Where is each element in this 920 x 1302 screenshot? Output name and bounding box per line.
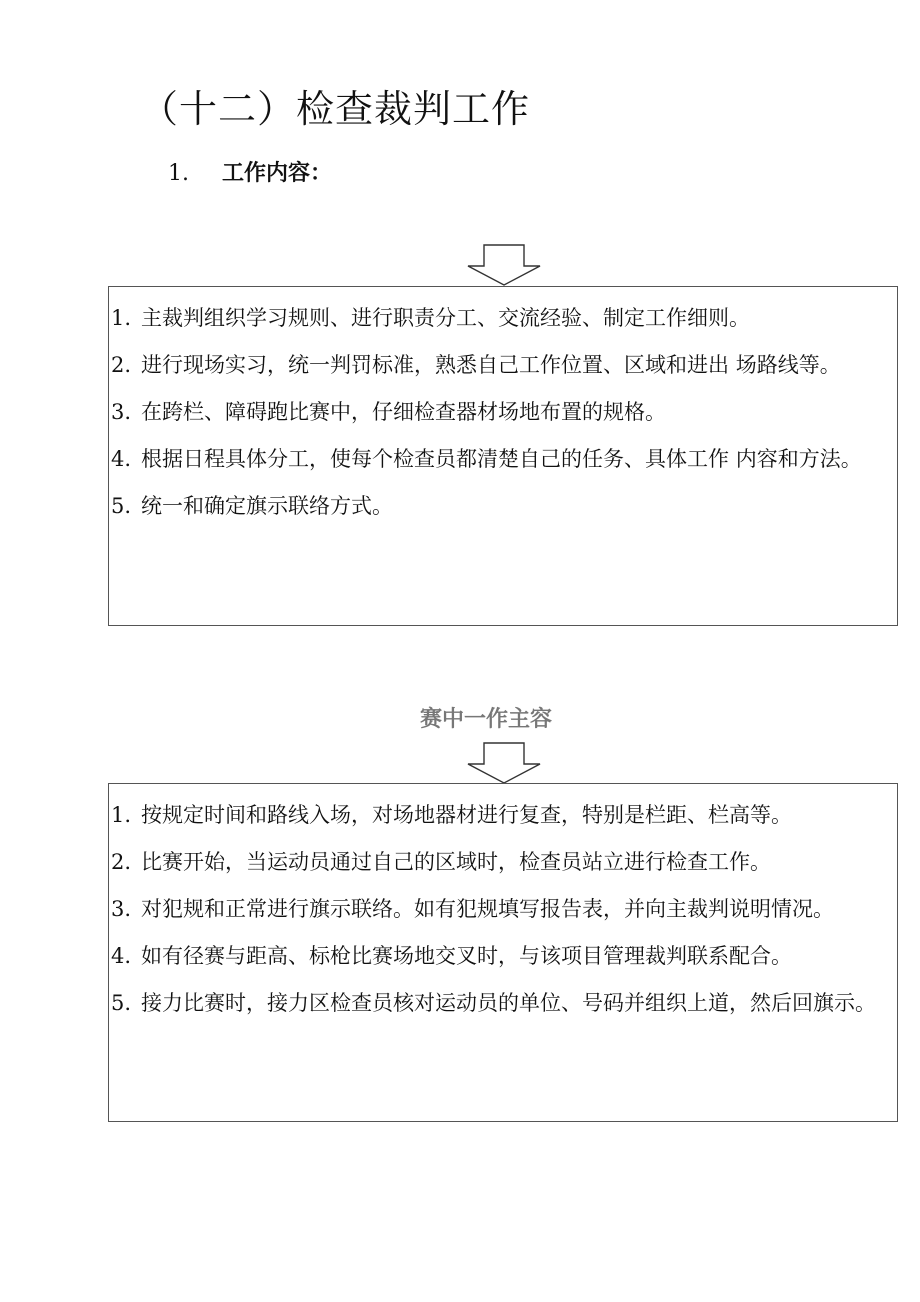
list-item: 1. 主裁判组织学习规则、进行职责分工、交流经验、制定工作细则。 bbox=[111, 306, 751, 330]
list-item: 5. 接力比赛时，接力区检查员核对运动员的单位、号码并组织上道，然后回旗示。 bbox=[111, 991, 877, 1015]
list-item: 4. 如有径赛与距高、标枪比赛场地交叉时，与该项目管理裁判联系配合。 bbox=[111, 944, 793, 968]
section-heading-text: 工作内容： bbox=[222, 161, 333, 186]
list-item: 3. 对犯规和正常进行旗示联络。如有犯规填写报告表，并向主裁判说明情况。 bbox=[111, 897, 835, 921]
in-race-duties-box bbox=[108, 783, 898, 1122]
section-number: 1. bbox=[168, 161, 189, 186]
list-item: 5. 统一和确定旗示联络方式。 bbox=[111, 494, 394, 518]
section-heading bbox=[168, 156, 332, 187]
list-item: 1. 按规定时间和路线入场，对场地器材进行复查，特别是栏距、栏高等。 bbox=[111, 803, 793, 827]
list-item: 2. 进行现场实习，统一判罚标准，熟悉自己工作位置、区域和进出 场路线等。 bbox=[111, 353, 841, 377]
pre-race-duties-box bbox=[108, 286, 898, 626]
page-title: （十二）检查裁判工作 bbox=[140, 87, 531, 131]
down-arrow-icon bbox=[466, 244, 542, 286]
in-race-section-label: 赛中一作主容 bbox=[420, 707, 553, 732]
down-arrow-icon bbox=[466, 742, 542, 784]
list-item: 4. 根据日程具体分工，使每个检查员都清楚自己的任务、具体工作 内容和方法。 bbox=[111, 447, 862, 471]
list-item: 3. 在跨栏、障碍跑比赛中，仔细检查器材场地布置的规格。 bbox=[111, 400, 667, 424]
list-item: 2. 比赛开始，当运动员通过自己的区域时，检查员站立进行检查工作。 bbox=[111, 850, 772, 874]
